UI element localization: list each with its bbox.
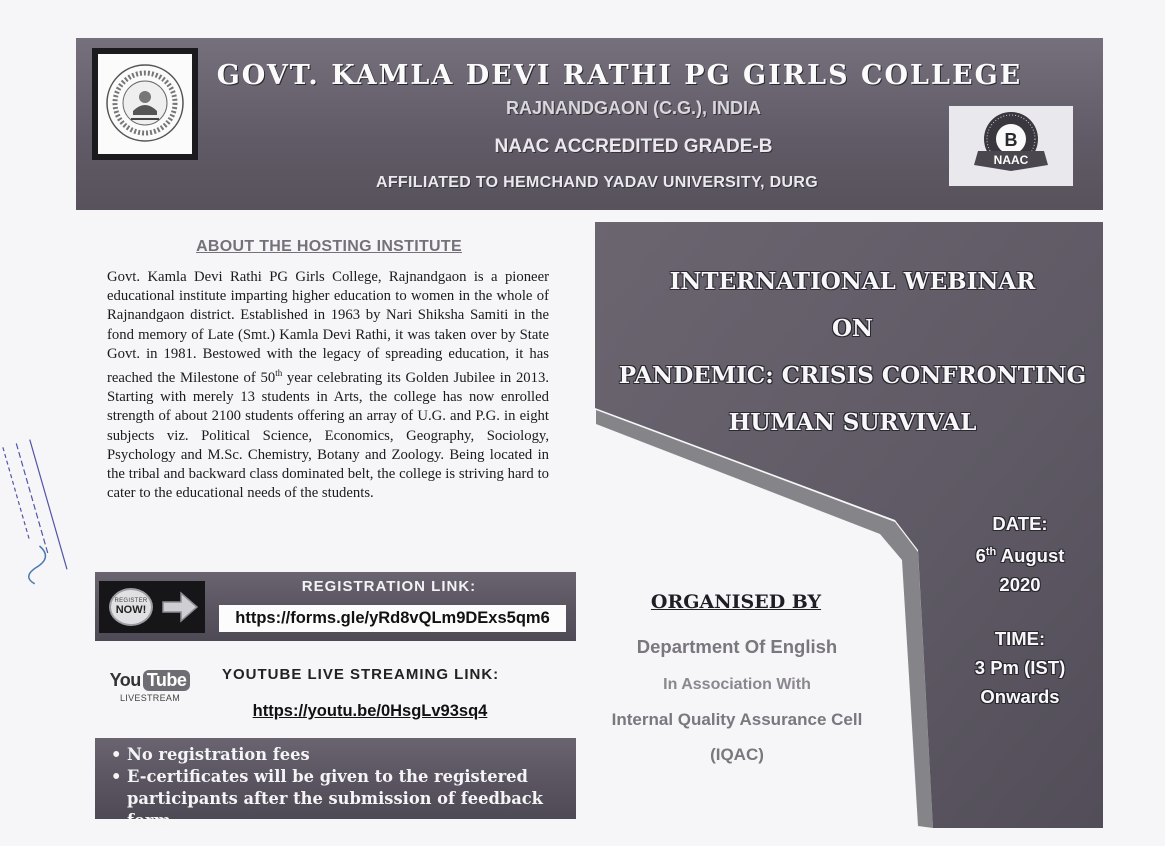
registration-label: REGISTRATION LINK: [301,578,477,595]
time-label: TIME: [994,628,1046,649]
date-month: August [996,545,1065,567]
organiser-cell-abbr: (IQAC) [710,745,764,764]
youtube-logo-sub: LIVESTREAM [119,693,180,703]
university-affiliation: AFFILIATED TO HEMCHAND YADAV UNIVERSITY, DURG [376,174,818,191]
time-value: 3 Pm (IST) [974,657,1066,678]
note-item: • No registration fees [111,744,576,766]
date-day-sup: th [985,546,997,558]
register-badge-line1: REGISTER [114,598,148,604]
organiser-department: Department Of English [636,636,838,657]
notes-list [111,744,576,832]
youtube-logo-you: You [109,670,141,690]
date-label: DATE: [992,513,1048,534]
time-suffix: Onwards [980,686,1060,707]
youtube-logo-tube: Tube [143,670,191,691]
naac-grade: NAAC ACCREDITED GRADE-B [494,136,773,157]
date-day: 6 [975,545,986,567]
youtube-icon [109,670,187,691]
organiser-association: In Association With [663,676,811,693]
about-heading: ABOUT THE HOSTING INSTITUTE [196,238,462,255]
date-year: 2020 [999,574,1041,596]
webinar-title-line3: PANDEMIC: CRISIS CONFRONTING [618,362,1087,389]
organiser-cell: Internal Quality Assurance Cell [611,710,863,729]
registration-link[interactable]: https://forms.gle/yRd8vQLm9DExs5qm6 [219,605,566,632]
organised-by-heading: ORGANISED BY [650,591,822,613]
webinar-title-line2: ON [831,315,874,342]
note-item: • E-certificates will be given to the registered participants after the submission of feedback form [111,766,576,832]
notes-box [95,738,576,830]
about-text-sup: th [275,368,283,379]
college-location: RAJNANDGAON (C.G.), INDIA [506,98,761,118]
register-now-badge [109,588,153,626]
arrow-right-icon [159,588,199,626]
registration-bar [95,572,576,641]
register-badge-line2: NOW! [115,604,147,616]
youtube-logo [109,670,187,703]
webinar-title-line4: HUMAN SURVIVAL [728,409,977,436]
about-text-part2: year celebrating its Golden Jubilee in 2013. Starting with merely 13 students in Arts, the college has now enrolled strength of about 2100 students offering an array of U.G. and P.G. in eight subjects viz. Political Science, Economics, Geography, Sociology, Psychology and M.Sc. Chemistry, Botany and Zoology. Being located in the tribal and backward class dominated belt, the college is striving hard to cater to the educational needs of the students. [107,369,550,502]
college-name: GOVT. KAMLA DEVI RATHI PG GIRLS COLLEGE [216,60,1023,91]
youtube-link[interactable]: https://youtu.be/0HsgLv93sq4 [252,702,488,720]
svg-text:B: B [1004,130,1018,150]
event-time [940,624,1100,711]
register-now-button[interactable] [99,581,205,633]
webinar-title [600,258,1105,446]
date-day-month [940,538,1100,570]
youtube-label: YOUTUBE LIVE STREAMING LINK: [222,666,500,683]
about-paragraph [107,268,549,503]
webinar-title-line1: INTERNATIONAL WEBINAR [669,268,1036,295]
svg-text:NAAC: NAAC [993,153,1029,167]
about-text-part1: Govt. Kamla Devi Rathi PG Girls College, Rajnandgaon is a pioneer educational institute imparting higher education to women in the whole of Rajnandgaon district. Established in 1963 by Nari Shiksha Samiti in the fond memory of Late (Smt.) Kamla Devi Rathi, it was taken over by State Govt. in 1981. Bestowed with the legacy of spreading education, it has reached the Milestone of 50 [107,269,549,386]
event-date [940,509,1100,599]
